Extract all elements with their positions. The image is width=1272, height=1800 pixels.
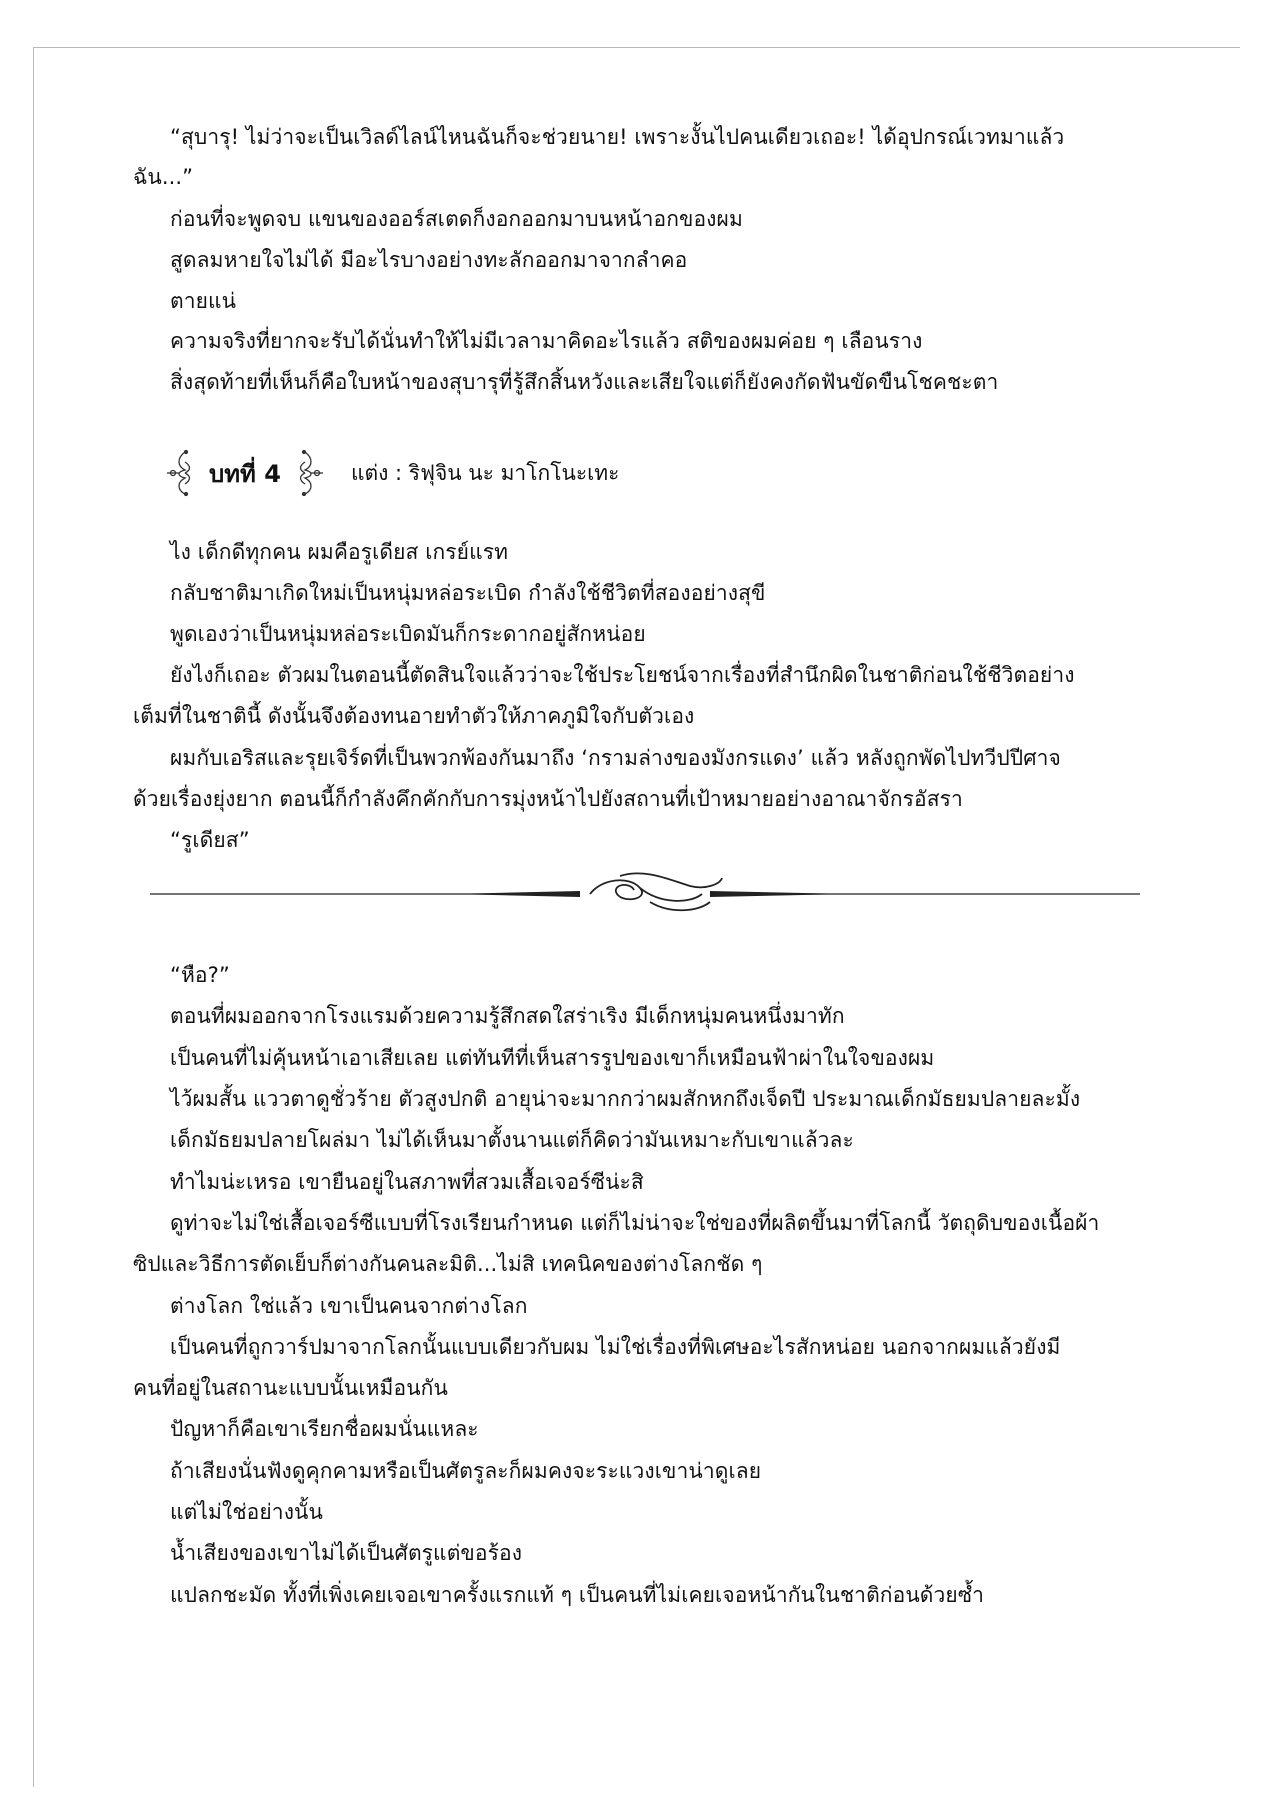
text-line: ทำไมน่ะเหรอ เขายืนอยู่ในสภาพที่สวมเสื้อเจอร์ซีน่ะสิ <box>170 1170 644 1194</box>
text-line: ด้วยเรื่องยุ่งยาก ตอนนี้ก็กำลังคึกคักกับการมุ่งหน้าไปยังสถานที่เป้าหมายอย่างอาณาจักรอัสรา <box>133 787 963 811</box>
text-line: ดูท่าจะไม่ใช่เสื้อเจอร์ซีแบบที่โรงเรียนกำหนด แต่ก็ไม่น่าจะใช่ของที่ผลิตขึ้นมาที่โลกนี้ วัตถุดิบของเนื้อผ้า <box>170 1211 1100 1235</box>
text-line: ถ้าเสียงนั่นฟังดูคุกคามหรือเป็นศัตรูละก็ผมคงจะระแวงเขาน่าดูเลย <box>170 1459 762 1483</box>
text-line: “หือ?” <box>170 963 230 987</box>
text-line: เด็กมัธยมปลายโผล่มา ไม่ได้เห็นมาตั้งนานแต่ก็คิดว่ามันเหมาะกับเขาแล้วละ <box>170 1128 854 1152</box>
text-line: เต็มที่ในชาตินี้ ดังนั้นจึงต้องทนอายทำตัวให้ภาคภูมิใจกับตัวเอง <box>133 704 695 728</box>
text-line: เป็นคนที่ไม่คุ้นหน้าเอาเสียเลย แต่ทันทีที่เห็นสารรูปของเขาก็เหมือนฟ้าผ่าในใจของผม <box>170 1046 935 1070</box>
text-line: ฉัน...” <box>133 165 194 189</box>
text-line: ไว้ผมสั้น แววตาดูชั่วร้าย ตัวสูงปกติ อายุน่าจะมากกว่าผมสักหกถึงเจ็ดปี ประมาณเด็กมัธยมปลายละมั้ง <box>170 1087 1081 1111</box>
ornamental-divider <box>150 858 1140 928</box>
text-line: “รูเดียส” <box>170 828 250 852</box>
text-line: ตอนที่ผมออกจากโรงแรมด้วยความรู้สึกสดใสร่าเริง มีเด็กหนุ่มคนหนึ่งมาทัก <box>170 1004 845 1028</box>
text-line: น้ำเสียงของเขาไม่ได้เป็นศัตรูแต่ขอร้อง <box>170 1541 523 1565</box>
text-line: เป็นคนที่ถูกวาร์ปมาจากโลกนั้นแบบเดียวกับผม ไม่ใช่เรื่องที่พิเศษอะไรสักหน่อย นอกจากผมแล้วยังมี <box>170 1335 1061 1359</box>
chapter-heading <box>165 448 619 498</box>
text-line: ไง เด็กดีทุกคน ผมคือรูเดียส เกรย์แรท <box>170 540 509 564</box>
chapter-title: บทที่ 4 <box>209 459 281 488</box>
page-border-left <box>33 47 34 1787</box>
text-line: ก่อนที่จะพูดจบ แขนของออร์สเตดก็งอกออกมาบนหน้าอกของผม <box>170 207 743 231</box>
chapter-author: แต่ง : ริฟุจิน นะ มาโกโนะเทะ <box>350 460 620 485</box>
text-line: แต่ไม่ใช่อย่างนั้น <box>170 1500 323 1524</box>
text-line: “สุบารุ! ไม่ว่าจะเป็นเวิลด์ไลน์ไหนฉันก็จะช่วยนาย! เพราะงั้นไปคนเดียวเถอะ! ได้อุปกรณ์เวทมาแล้ว <box>170 125 1065 149</box>
text-line: ปัญหาก็คือเขาเรียกชื่อผมนั่นแหละ <box>170 1417 479 1441</box>
text-line: ผมกับเอริสและรุยเจิร์ดที่เป็นพวกพ้องกันมาถึง ‘กรามล่างของมังกรแดง’ แล้ว หลังถูกพัดไปทวีปปีศาจ <box>170 746 1061 770</box>
text-line: ตายแน่ <box>170 289 237 313</box>
text-line: ซิปและวิธีการตัดเย็บก็ต่างกันคนละมิติ...ไม่สิ เทคนิคของต่างโลกชัด ๆ <box>133 1252 763 1276</box>
text-line: ความจริงที่ยากจะรับได้นั่นทำให้ไม่มีเวลามาคิดอะไรแล้ว สติของผมค่อย ๆ เลือนราง <box>170 329 923 353</box>
text-line: สูดลมหายใจไม่ได้ มีอะไรบางอย่างทะลักออกมาจากลำคอ <box>170 248 688 272</box>
text-line: แปลกชะมัด ทั้งที่เพิ่งเคยเจอเขาครั้งแรกแท้ ๆ เป็นคนที่ไม่เคยเจอหน้ากันในชาติก่อนด้วยซ้ำ <box>170 1583 984 1607</box>
divider-flourish-icon <box>590 873 722 910</box>
page-border-top <box>33 47 1240 48</box>
text-line: กลับชาติมาเกิดใหม่เป็นหนุ่มหล่อระเบิด กำลังใช้ชีวิตที่สองอย่างสุขี <box>170 581 766 605</box>
ornament-left-icon <box>165 448 199 498</box>
text-line: ยังไงก็เถอะ ตัวผมในตอนนี้ตัดสินใจแล้วว่าจะใช้ประโยชน์จากเรื่องที่สำนึกผิดในชาติก่อนใช้ชีวิตอย่าง <box>170 663 1075 687</box>
divider-taper-left <box>450 891 580 897</box>
ornament-right-icon <box>291 448 325 498</box>
text-line: ต่างโลก ใช่แล้ว เขาเป็นคนจากต่างโลก <box>170 1294 528 1318</box>
text-line: สิ่งสุดท้ายที่เห็นก็คือใบหน้าของสุบารุที่รู้สึกสิ้นหวังและเสียใจแต่ก็ยังคงกัดฟันขัดขืนโชคชะตา <box>170 370 999 394</box>
text-line: พูดเองว่าเป็นหนุ่มหล่อระเบิดมันก็กระดากอยู่สักหน่อย <box>170 622 646 646</box>
text-line: คนที่อยู่ในสถานะแบบนั้นเหมือนกัน <box>133 1376 448 1400</box>
divider-taper-right <box>710 891 850 897</box>
